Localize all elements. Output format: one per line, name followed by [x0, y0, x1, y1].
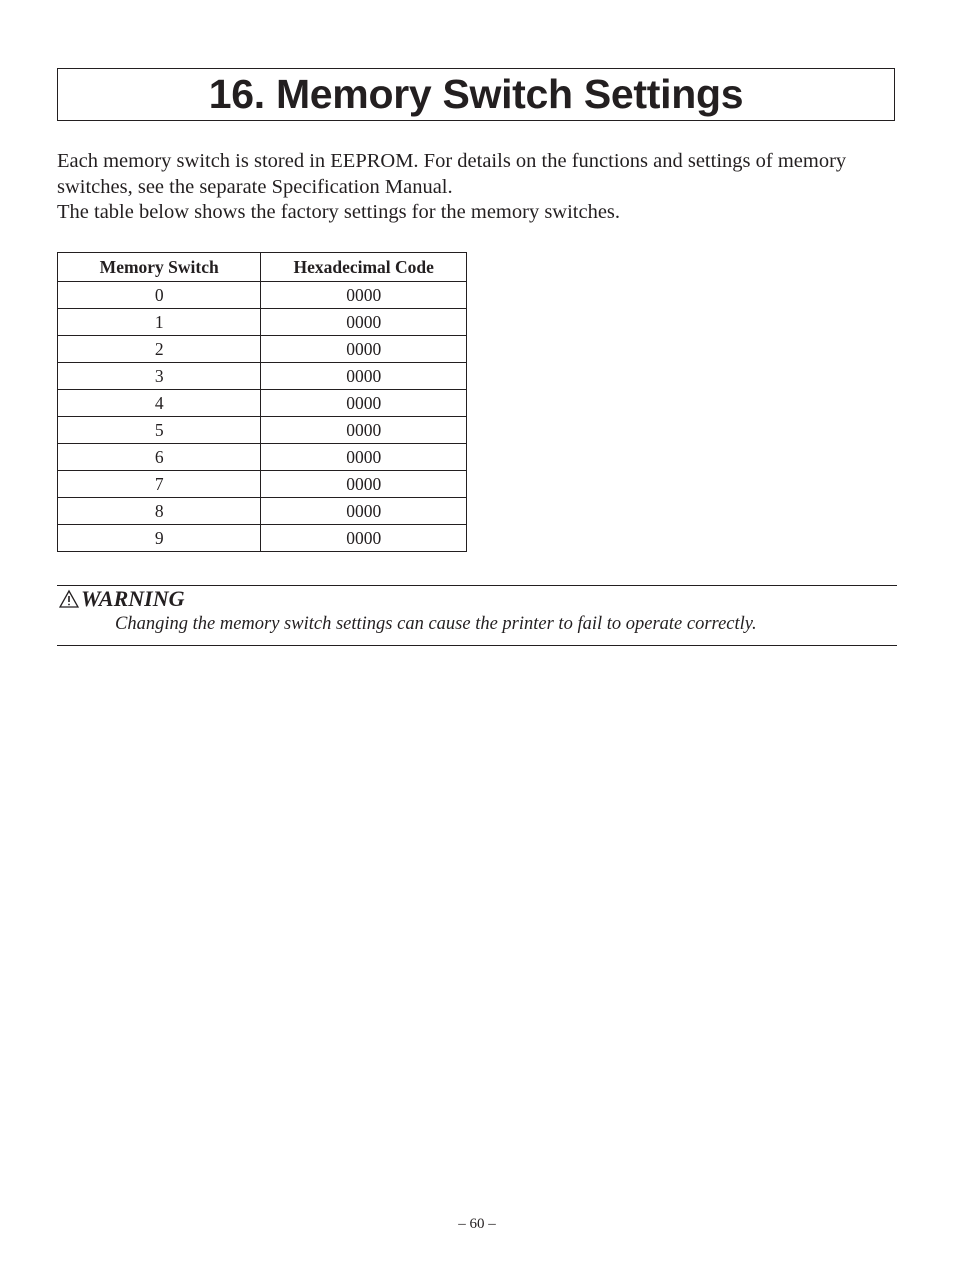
header-memory-switch: Memory Switch	[58, 253, 261, 282]
switch-number-cell: 2	[58, 336, 261, 363]
switch-number-cell: 7	[58, 471, 261, 498]
switch-number-cell: 8	[58, 498, 261, 525]
hex-code-cell: 0000	[261, 336, 467, 363]
switch-number-cell: 1	[58, 309, 261, 336]
hex-code-cell: 0000	[261, 498, 467, 525]
warning-title: WARNING	[81, 586, 185, 611]
intro-paragraph-1: Each memory switch is stored in EEPROM. For details on the functions and settings of memory switches, see the separate Specification Manual.	[57, 150, 847, 198]
warning-text: Changing the memory switch settings can cause the printer to fail to operate correctly.	[115, 614, 757, 634]
hex-code-cell: 0000	[261, 390, 467, 417]
table-row	[58, 417, 467, 444]
hex-code-cell: 0000	[261, 282, 467, 309]
table-row	[58, 336, 467, 363]
hex-code-cell: 0000	[261, 525, 467, 552]
hex-code-cell: 0000	[261, 471, 467, 498]
header-hexadecimal-code: Hexadecimal Code	[261, 253, 467, 282]
page-title-box	[57, 68, 895, 121]
table-header-row	[58, 253, 467, 282]
page-title: 16. Memory Switch Settings	[208, 71, 744, 117]
table-row	[58, 444, 467, 471]
intro-paragraph-2: The table below shows the factory settings for the memory switches.	[57, 201, 621, 223]
memory-switch-table	[57, 252, 467, 552]
table-row	[58, 282, 467, 309]
intro-text	[57, 149, 902, 226]
page-number: – 60 –	[458, 1216, 496, 1232]
table-row	[58, 390, 467, 417]
switch-number-cell: 6	[58, 444, 261, 471]
warning-box	[57, 585, 897, 646]
switch-number-cell: 4	[58, 390, 261, 417]
switch-number-cell: 5	[58, 417, 261, 444]
hex-code-cell: 0000	[261, 309, 467, 336]
warning-header	[59, 586, 185, 612]
table-row	[58, 309, 467, 336]
table-row	[58, 363, 467, 390]
table-row	[58, 471, 467, 498]
switch-number-cell: 0	[58, 282, 261, 309]
hex-code-cell: 0000	[261, 417, 467, 444]
table-row	[58, 525, 467, 552]
hex-code-cell: 0000	[261, 444, 467, 471]
switch-number-cell: 9	[58, 525, 261, 552]
switch-number-cell: 3	[58, 363, 261, 390]
table-row	[58, 498, 467, 525]
warning-triangle-icon	[59, 589, 79, 609]
hex-code-cell: 0000	[261, 363, 467, 390]
